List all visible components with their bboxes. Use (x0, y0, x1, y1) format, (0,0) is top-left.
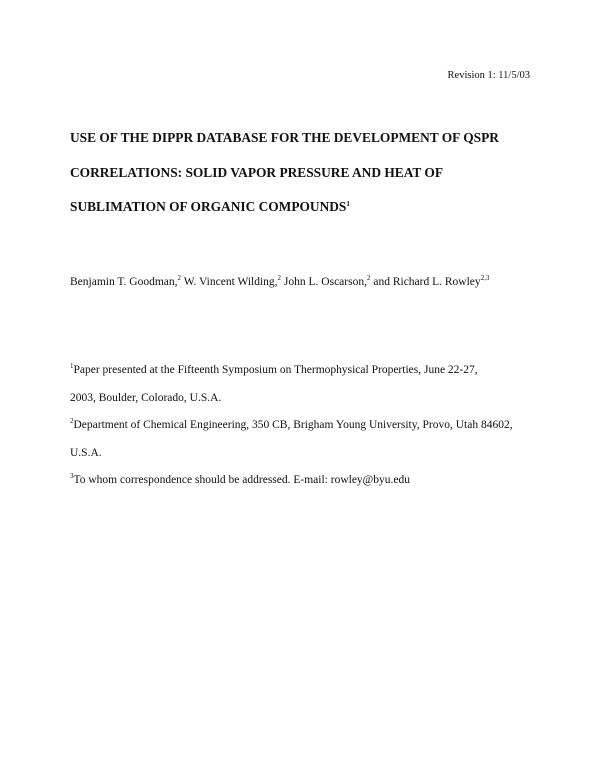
title-footnote-mark: 1 (346, 200, 350, 208)
author-affiliation-mark: 2 (277, 274, 282, 282)
footnote-text: To whom correspondence should be addressed. E-mail: rowley@byu.edu (73, 474, 410, 486)
author-affiliation-mark: 2 (366, 274, 371, 282)
footnote-text: Department of Chemical Engineering, 350 CB, Brigham Young University, Provo, Utah 84602, (73, 419, 513, 431)
footnote-mark: 2 (70, 417, 74, 425)
footnote-1 (70, 357, 540, 385)
footnote-1-continued: 2003, Boulder, Colorado, U.S.A. (70, 391, 222, 404)
footnote-2 (70, 412, 540, 440)
author-name: John L. Oscarson, (283, 276, 367, 288)
author-list (70, 276, 489, 288)
author-affiliation-mark: 2,3 (480, 274, 490, 282)
paper-title (70, 121, 540, 225)
footnote-mark: 1 (70, 362, 74, 370)
author-name: and Richard L. Rowley (373, 276, 481, 288)
title-line-last (70, 190, 540, 225)
author-name: Benjamin T. Goodman, (70, 276, 178, 288)
title-line: USE OF THE DIPPR DATABASE FOR THE DEVELOPMENT OF QSPR (70, 130, 499, 145)
author-affiliation-mark: 2 (177, 274, 182, 282)
title-line: CORRELATIONS: SOLID VAPOR PRESSURE AND HEAT OF (70, 164, 444, 180)
footnote-2-continued: U.S.A. (70, 446, 102, 459)
title-text: SUBLIMATION OF ORGANIC COMPOUNDS (70, 199, 347, 214)
footnotes (70, 357, 540, 495)
footnote-text: Paper presented at the Fifteenth Symposium on Thermophysical Properties, June 22-27, (73, 364, 478, 376)
revision-label: Revision 1: 11/5/03 (447, 70, 530, 81)
footnote-3 (70, 467, 540, 495)
footnote-mark: 3 (70, 472, 74, 480)
author-name: W. Vincent Wilding, (183, 276, 278, 288)
